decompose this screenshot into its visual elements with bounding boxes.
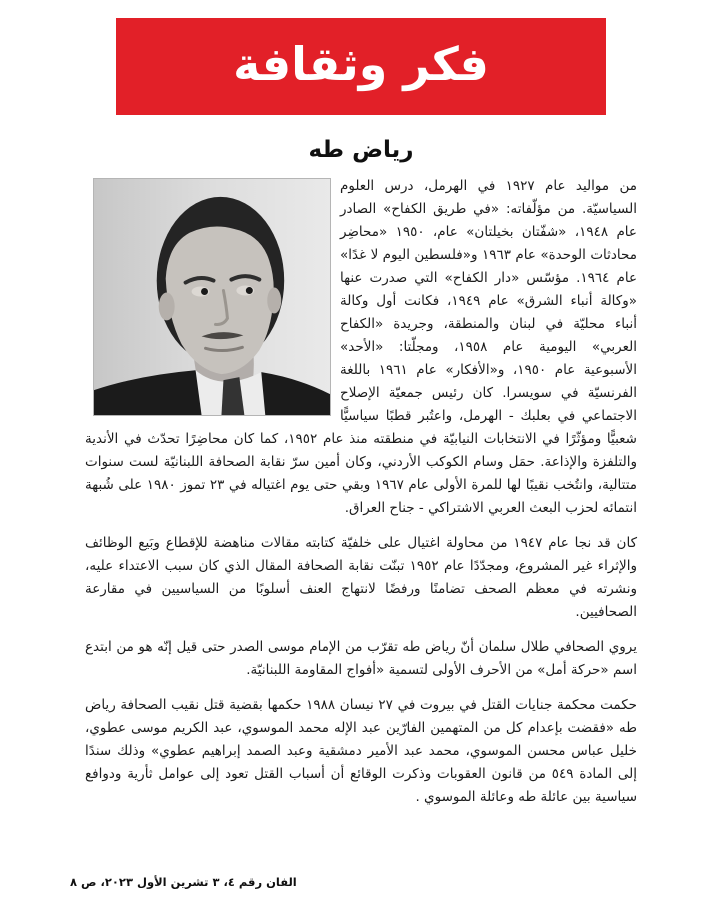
paragraph-assassination-attempts: كان قد نجا عام ١٩٤٧ من محاولة اغتيال على خلفيّة كتابته مقالات مناهضة للإقطاع وبَيع الوظائف والإثراء غير المشروع، ومجدّدًا عام ١٩٥٢ تبنّت نقابة الصحافة المقال الذي كان سبب الاعتداء عليه، ونشرته في معظم الصحف تضامنًا ورفضًا لانتهاج العنف أسلوبًا من السياسيين في مقارعة الصحافيين.	[85, 535, 637, 620]
portrait-photo-illustration	[94, 179, 330, 415]
portrait-photo	[93, 178, 331, 416]
article-page	[85, 18, 637, 809]
page-footer-citation: الفان رقم ٤، ٣ تشرين الأول ٢٠٢٣، ص ٨	[70, 875, 297, 889]
paragraph-bio: من مواليد عام ١٩٢٧ في الهرمل، درس العلوم السياسيّة. من مؤلّفاته: «في طريق الكفاح» الصادر عام ١٩٤٨، «شفّتان بخيلتان» عام، ١٩٥٠ «محاضِر محادثات الوحدة» عام ١٩٦٣ و«فلسطين اليوم لا غدًا» عام ١٩٦٤. مؤسّس «دار الكفاح» التي صدرت عنها «وكالة أنباء الشرق» عام ١٩٤٩، فكانت أول وكالة أنباء محليّة في لبنان والمنطقة، وجريدة «الكفاح العربي» اليومية عام ١٩٥٨، ومجلّتا: «الأحد» الأسبوعية عام ١٩٥٠، و«الأفكار» عام ١٩٦١ باللغة الفرنسيّة في سويسرا. كان رئيس جمعيّة الإصلاح الاجتماعي في بعلبك - الهرمل، واعتُبر قطبًا سياسيًّا شعبيًّا ومؤثّرًا في الانتخابات النيابيّة في منطقته منذ عام ١٩٥٢، كما كان محاضِرًا تحدّث في الأندية والتلفزة والإذاعة. حمَل وسام الكوكب الأردني، وكان أمين سرّ نقابة الصحافة اللبنانيّة لست سنوات متتالية، وانتُخب نقيبًا لها للمرة الأولى عام ١٩٦٧ وبقي حتى يوم اغتياله في ٢٣ تموز ١٩٨٠ على شُبهة انتمائه لحزب البعث العربي الاشتراكي - جناح العراق.	[85, 178, 638, 516]
paragraph-court-verdict: حكمت محكمة جنايات القتل في بيروت في ٢٧ نيسان ١٩٨٨ حكمها بقضية قتل نقيب الصحافة رياض طه «فقضت بإعدام كل من المتهمين الفارّين عبد الإله محمد الموسوي، عبد الكريم موسى عطوي، خليل عباس محسن الموسوي، محمد عبد الأمير دمشقية وعبد الصمد إبراهيم عطوي» وذلك سندًا إلى المادة ٥٤٩ من قانون العقوبات وذكرت الوقائع أن أسباب القتل تعود إلى عوامل ثأرية ودوافع سياسية بين عائلة طه وعائلة الموسوي .	[85, 697, 637, 805]
article-title: رياض طه	[308, 137, 414, 163]
article-body	[85, 175, 637, 809]
section-banner	[116, 18, 606, 115]
section-banner-title: فكر وثقافة	[233, 36, 489, 91]
paragraph-amal-naming: يروي الصحافي طلال سلمان أنّ رياض طه تقرّب من الإمام موسى الصدر حتى قيل إنّه هو من ابتدع اسم «حركة أمل» من الأحرف الأولى لتسمية «أفواج المقاومة اللبنانيّة.	[85, 639, 637, 678]
